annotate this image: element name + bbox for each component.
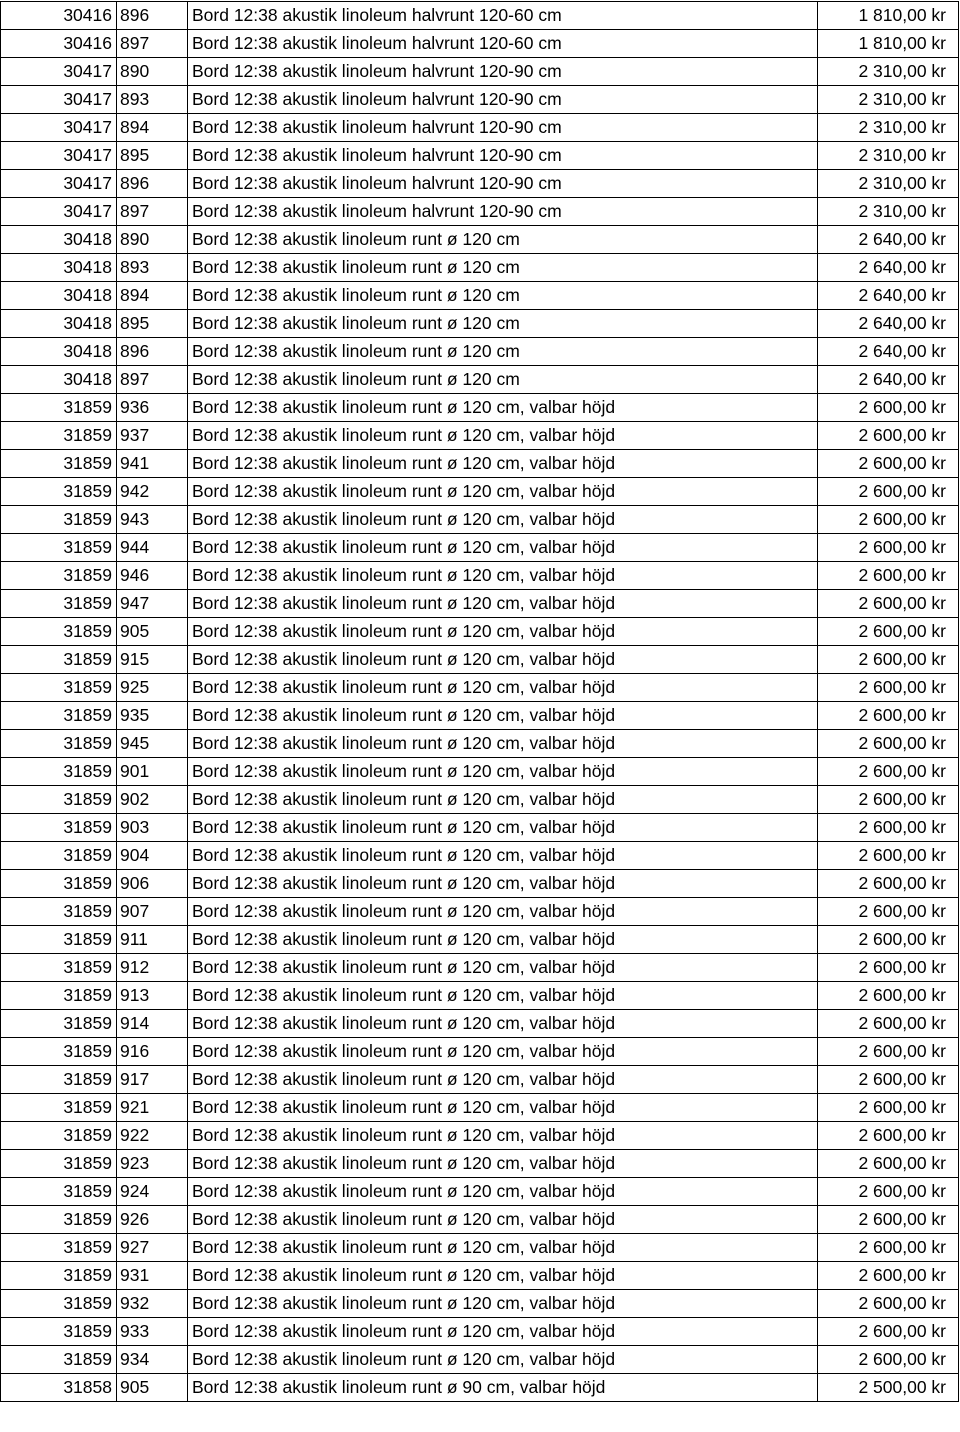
table-row: [1, 450, 959, 478]
table-row: [1, 1066, 959, 1094]
color-code-cell: 912: [117, 954, 188, 982]
color-code-cell: 921: [117, 1094, 188, 1122]
description-cell: Bord 12:38 akustik linoleum halvrunt 120-90 cm: [188, 86, 818, 114]
description-cell: Bord 12:38 akustik linoleum runt ø 120 cm: [188, 366, 818, 394]
price-cell: 2 640,00 kr: [818, 310, 959, 338]
color-code-cell: 890: [117, 226, 188, 254]
article-number-cell: 31859: [1, 926, 117, 954]
article-number-cell: 30417: [1, 198, 117, 226]
table-row: [1, 1178, 959, 1206]
article-number-cell: 31859: [1, 1234, 117, 1262]
color-code-cell: 905: [117, 1374, 188, 1402]
description-cell: Bord 12:38 akustik linoleum runt ø 120 cm, valbar höjd: [188, 478, 818, 506]
table-row: [1, 1290, 959, 1318]
table-row: [1, 114, 959, 142]
color-code-cell: 905: [117, 618, 188, 646]
color-code-cell: 911: [117, 926, 188, 954]
color-code-cell: 946: [117, 562, 188, 590]
color-code-cell: 944: [117, 534, 188, 562]
color-code-cell: 925: [117, 674, 188, 702]
color-code-cell: 942: [117, 478, 188, 506]
price-cell: 2 600,00 kr: [818, 674, 959, 702]
table-row: [1, 646, 959, 674]
article-number-cell: 31859: [1, 954, 117, 982]
price-cell: 2 600,00 kr: [818, 730, 959, 758]
description-cell: Bord 12:38 akustik linoleum runt ø 120 cm, valbar höjd: [188, 618, 818, 646]
description-cell: Bord 12:38 akustik linoleum runt ø 120 cm, valbar höjd: [188, 1122, 818, 1150]
article-number-cell: 30417: [1, 170, 117, 198]
table-row: [1, 1374, 959, 1402]
price-cell: 2 500,00 kr: [818, 1374, 959, 1402]
color-code-cell: 914: [117, 1010, 188, 1038]
article-number-cell: 31859: [1, 702, 117, 730]
article-number-cell: 30416: [1, 2, 117, 30]
table-row: [1, 926, 959, 954]
article-number-cell: 30417: [1, 114, 117, 142]
article-number-cell: 31859: [1, 786, 117, 814]
price-cell: 2 600,00 kr: [818, 702, 959, 730]
price-cell: 2 310,00 kr: [818, 142, 959, 170]
color-code-cell: 906: [117, 870, 188, 898]
article-number-cell: 31859: [1, 534, 117, 562]
price-list-table: [0, 1, 959, 1402]
color-code-cell: 915: [117, 646, 188, 674]
price-cell: 2 600,00 kr: [818, 506, 959, 534]
article-number-cell: 31859: [1, 1178, 117, 1206]
color-code-cell: 923: [117, 1150, 188, 1178]
description-cell: Bord 12:38 akustik linoleum runt ø 120 cm, valbar höjd: [188, 1038, 818, 1066]
color-code-cell: 943: [117, 506, 188, 534]
price-cell: 1 810,00 kr: [818, 30, 959, 58]
price-cell: 2 600,00 kr: [818, 1290, 959, 1318]
article-number-cell: 31859: [1, 1122, 117, 1150]
price-cell: 2 600,00 kr: [818, 982, 959, 1010]
price-cell: 2 600,00 kr: [818, 1038, 959, 1066]
table-row: [1, 86, 959, 114]
description-cell: Bord 12:38 akustik linoleum runt ø 120 cm, valbar höjd: [188, 1150, 818, 1178]
color-code-cell: 894: [117, 282, 188, 310]
description-cell: Bord 12:38 akustik linoleum runt ø 120 cm, valbar höjd: [188, 674, 818, 702]
description-cell: Bord 12:38 akustik linoleum runt ø 120 cm, valbar höjd: [188, 926, 818, 954]
table-row: [1, 422, 959, 450]
price-cell: 2 600,00 kr: [818, 1010, 959, 1038]
color-code-cell: 917: [117, 1066, 188, 1094]
table-row: [1, 534, 959, 562]
table-row: [1, 898, 959, 926]
description-cell: Bord 12:38 akustik linoleum halvrunt 120-90 cm: [188, 58, 818, 86]
description-cell: Bord 12:38 akustik linoleum runt ø 120 cm, valbar höjd: [188, 1094, 818, 1122]
description-cell: Bord 12:38 akustik linoleum runt ø 120 cm, valbar höjd: [188, 506, 818, 534]
description-cell: Bord 12:38 akustik linoleum runt ø 120 cm, valbar höjd: [188, 786, 818, 814]
description-cell: Bord 12:38 akustik linoleum runt ø 120 cm, valbar höjd: [188, 982, 818, 1010]
price-cell: 2 600,00 kr: [818, 898, 959, 926]
color-code-cell: 902: [117, 786, 188, 814]
color-code-cell: 907: [117, 898, 188, 926]
article-number-cell: 31859: [1, 1346, 117, 1374]
price-cell: 2 310,00 kr: [818, 86, 959, 114]
price-cell: 2 600,00 kr: [818, 618, 959, 646]
color-code-cell: 894: [117, 114, 188, 142]
price-cell: 2 600,00 kr: [818, 1122, 959, 1150]
table-row: [1, 1206, 959, 1234]
article-number-cell: 31859: [1, 1290, 117, 1318]
description-cell: Bord 12:38 akustik linoleum runt ø 120 cm, valbar höjd: [188, 450, 818, 478]
description-cell: Bord 12:38 akustik linoleum runt ø 120 cm, valbar höjd: [188, 814, 818, 842]
color-code-cell: 945: [117, 730, 188, 758]
color-code-cell: 935: [117, 702, 188, 730]
description-cell: Bord 12:38 akustik linoleum runt ø 120 cm, valbar höjd: [188, 898, 818, 926]
table-row: [1, 142, 959, 170]
table-row: [1, 254, 959, 282]
article-number-cell: 31859: [1, 506, 117, 534]
table-row: [1, 814, 959, 842]
price-cell: 2 600,00 kr: [818, 870, 959, 898]
table-row: [1, 870, 959, 898]
table-row: [1, 786, 959, 814]
table-row: [1, 1122, 959, 1150]
article-number-cell: 31859: [1, 842, 117, 870]
article-number-cell: 31859: [1, 898, 117, 926]
article-number-cell: 31859: [1, 590, 117, 618]
price-cell: 2 600,00 kr: [818, 814, 959, 842]
color-code-cell: 924: [117, 1178, 188, 1206]
price-cell: 2 600,00 kr: [818, 758, 959, 786]
color-code-cell: 901: [117, 758, 188, 786]
table-row: [1, 506, 959, 534]
article-number-cell: 31859: [1, 1010, 117, 1038]
description-cell: Bord 12:38 akustik linoleum runt ø 120 cm, valbar höjd: [188, 1234, 818, 1262]
color-code-cell: 903: [117, 814, 188, 842]
color-code-cell: 937: [117, 422, 188, 450]
description-cell: Bord 12:38 akustik linoleum halvrunt 120-90 cm: [188, 142, 818, 170]
article-number-cell: 31859: [1, 1262, 117, 1290]
description-cell: Bord 12:38 akustik linoleum runt ø 120 cm, valbar höjd: [188, 842, 818, 870]
table-row: [1, 1038, 959, 1066]
article-number-cell: 31859: [1, 1038, 117, 1066]
article-number-cell: 31859: [1, 814, 117, 842]
color-code-cell: 936: [117, 394, 188, 422]
color-code-cell: 890: [117, 58, 188, 86]
table-row: [1, 170, 959, 198]
table-row: [1, 758, 959, 786]
table-row: [1, 226, 959, 254]
price-cell: 2 600,00 kr: [818, 1318, 959, 1346]
table-row: [1, 2, 959, 30]
description-cell: Bord 12:38 akustik linoleum runt ø 120 cm: [188, 282, 818, 310]
color-code-cell: 932: [117, 1290, 188, 1318]
price-cell: 2 310,00 kr: [818, 58, 959, 86]
article-number-cell: 31859: [1, 646, 117, 674]
article-number-cell: 31859: [1, 1150, 117, 1178]
table-row: [1, 30, 959, 58]
color-code-cell: 896: [117, 2, 188, 30]
article-number-cell: 31859: [1, 562, 117, 590]
price-cell: 2 600,00 kr: [818, 1262, 959, 1290]
table-row: [1, 562, 959, 590]
article-number-cell: 30417: [1, 58, 117, 86]
table-row: [1, 310, 959, 338]
table-row: [1, 198, 959, 226]
table-row: [1, 674, 959, 702]
description-cell: Bord 12:38 akustik linoleum runt ø 120 cm: [188, 254, 818, 282]
price-cell: 2 600,00 kr: [818, 394, 959, 422]
description-cell: Bord 12:38 akustik linoleum runt ø 120 cm, valbar höjd: [188, 590, 818, 618]
article-number-cell: 31859: [1, 478, 117, 506]
price-cell: 2 600,00 kr: [818, 646, 959, 674]
description-cell: Bord 12:38 akustik linoleum runt ø 120 cm, valbar höjd: [188, 1066, 818, 1094]
price-cell: 2 640,00 kr: [818, 338, 959, 366]
description-cell: Bord 12:38 akustik linoleum halvrunt 120-60 cm: [188, 2, 818, 30]
article-number-cell: 31859: [1, 982, 117, 1010]
article-number-cell: 31859: [1, 1318, 117, 1346]
article-number-cell: 31859: [1, 1094, 117, 1122]
color-code-cell: 941: [117, 450, 188, 478]
table-row: [1, 1346, 959, 1374]
article-number-cell: 31859: [1, 394, 117, 422]
description-cell: Bord 12:38 akustik linoleum runt ø 120 cm, valbar höjd: [188, 1290, 818, 1318]
description-cell: Bord 12:38 akustik linoleum runt ø 120 cm, valbar höjd: [188, 702, 818, 730]
color-code-cell: 896: [117, 170, 188, 198]
article-number-cell: 31859: [1, 422, 117, 450]
article-number-cell: 30418: [1, 254, 117, 282]
table-row: [1, 702, 959, 730]
price-cell: 2 600,00 kr: [818, 1234, 959, 1262]
description-cell: Bord 12:38 akustik linoleum runt ø 120 cm, valbar höjd: [188, 1262, 818, 1290]
price-cell: 1 810,00 kr: [818, 2, 959, 30]
description-cell: Bord 12:38 akustik linoleum runt ø 120 cm, valbar höjd: [188, 1318, 818, 1346]
price-cell: 2 600,00 kr: [818, 1178, 959, 1206]
color-code-cell: 897: [117, 198, 188, 226]
table-row: [1, 394, 959, 422]
table-row: [1, 954, 959, 982]
price-cell: 2 600,00 kr: [818, 1206, 959, 1234]
price-cell: 2 310,00 kr: [818, 114, 959, 142]
description-cell: Bord 12:38 akustik linoleum runt ø 90 cm, valbar höjd: [188, 1374, 818, 1402]
price-cell: 2 600,00 kr: [818, 534, 959, 562]
color-code-cell: 897: [117, 30, 188, 58]
description-cell: Bord 12:38 akustik linoleum halvrunt 120-90 cm: [188, 198, 818, 226]
article-number-cell: 30417: [1, 86, 117, 114]
table-row: [1, 366, 959, 394]
article-number-cell: 30418: [1, 226, 117, 254]
table-row: [1, 1150, 959, 1178]
article-number-cell: 31859: [1, 730, 117, 758]
article-number-cell: 31859: [1, 758, 117, 786]
color-code-cell: 934: [117, 1346, 188, 1374]
article-number-cell: 31859: [1, 1206, 117, 1234]
color-code-cell: 931: [117, 1262, 188, 1290]
price-cell: 2 600,00 kr: [818, 1346, 959, 1374]
price-cell: 2 640,00 kr: [818, 282, 959, 310]
article-number-cell: 30418: [1, 310, 117, 338]
color-code-cell: 904: [117, 842, 188, 870]
description-cell: Bord 12:38 akustik linoleum runt ø 120 cm, valbar höjd: [188, 1346, 818, 1374]
color-code-cell: 895: [117, 142, 188, 170]
description-cell: Bord 12:38 akustik linoleum runt ø 120 cm, valbar höjd: [188, 394, 818, 422]
description-cell: Bord 12:38 akustik linoleum runt ø 120 cm, valbar höjd: [188, 1010, 818, 1038]
table-row: [1, 282, 959, 310]
table-row: [1, 730, 959, 758]
article-number-cell: 31859: [1, 1066, 117, 1094]
color-code-cell: 893: [117, 86, 188, 114]
color-code-cell: 896: [117, 338, 188, 366]
price-cell: 2 640,00 kr: [818, 226, 959, 254]
description-cell: Bord 12:38 akustik linoleum runt ø 120 cm: [188, 226, 818, 254]
table-row: [1, 982, 959, 1010]
description-cell: Bord 12:38 akustik linoleum halvrunt 120-60 cm: [188, 30, 818, 58]
table-row: [1, 842, 959, 870]
table-row: [1, 58, 959, 86]
table-row: [1, 1094, 959, 1122]
description-cell: Bord 12:38 akustik linoleum runt ø 120 cm: [188, 338, 818, 366]
article-number-cell: 31859: [1, 618, 117, 646]
description-cell: Bord 12:38 akustik linoleum halvrunt 120-90 cm: [188, 170, 818, 198]
description-cell: Bord 12:38 akustik linoleum runt ø 120 cm, valbar höjd: [188, 730, 818, 758]
description-cell: Bord 12:38 akustik linoleum runt ø 120 cm, valbar höjd: [188, 1206, 818, 1234]
article-number-cell: 30418: [1, 366, 117, 394]
price-cell: 2 600,00 kr: [818, 786, 959, 814]
price-cell: 2 600,00 kr: [818, 1066, 959, 1094]
color-code-cell: 947: [117, 590, 188, 618]
article-number-cell: 31859: [1, 450, 117, 478]
article-number-cell: 31858: [1, 1374, 117, 1402]
color-code-cell: 895: [117, 310, 188, 338]
price-cell: 2 640,00 kr: [818, 366, 959, 394]
color-code-cell: 933: [117, 1318, 188, 1346]
price-cell: 2 640,00 kr: [818, 254, 959, 282]
price-cell: 2 600,00 kr: [818, 590, 959, 618]
description-cell: Bord 12:38 akustik linoleum runt ø 120 cm: [188, 310, 818, 338]
description-cell: Bord 12:38 akustik linoleum runt ø 120 cm, valbar höjd: [188, 870, 818, 898]
price-cell: 2 600,00 kr: [818, 926, 959, 954]
price-cell: 2 600,00 kr: [818, 562, 959, 590]
price-cell: 2 310,00 kr: [818, 198, 959, 226]
color-code-cell: 897: [117, 366, 188, 394]
article-number-cell: 31859: [1, 674, 117, 702]
table-row: [1, 1318, 959, 1346]
description-cell: Bord 12:38 akustik linoleum runt ø 120 cm, valbar höjd: [188, 534, 818, 562]
article-number-cell: 31859: [1, 870, 117, 898]
table-row: [1, 1234, 959, 1262]
table-row: [1, 1262, 959, 1290]
description-cell: Bord 12:38 akustik linoleum runt ø 120 cm, valbar höjd: [188, 758, 818, 786]
description-cell: Bord 12:38 akustik linoleum runt ø 120 cm, valbar höjd: [188, 646, 818, 674]
table-row: [1, 478, 959, 506]
price-cell: 2 600,00 kr: [818, 450, 959, 478]
table-row: [1, 1010, 959, 1038]
price-cell: 2 600,00 kr: [818, 1150, 959, 1178]
description-cell: Bord 12:38 akustik linoleum runt ø 120 cm, valbar höjd: [188, 954, 818, 982]
price-cell: 2 600,00 kr: [818, 422, 959, 450]
article-number-cell: 30416: [1, 30, 117, 58]
price-list-body: [1, 2, 959, 1402]
color-code-cell: 926: [117, 1206, 188, 1234]
price-cell: 2 310,00 kr: [818, 170, 959, 198]
color-code-cell: 913: [117, 982, 188, 1010]
price-cell: 2 600,00 kr: [818, 478, 959, 506]
article-number-cell: 30418: [1, 282, 117, 310]
description-cell: Bord 12:38 akustik linoleum runt ø 120 cm, valbar höjd: [188, 562, 818, 590]
article-number-cell: 30418: [1, 338, 117, 366]
table-row: [1, 338, 959, 366]
description-cell: Bord 12:38 akustik linoleum runt ø 120 cm, valbar höjd: [188, 1178, 818, 1206]
color-code-cell: 922: [117, 1122, 188, 1150]
price-cell: 2 600,00 kr: [818, 1094, 959, 1122]
description-cell: Bord 12:38 akustik linoleum halvrunt 120-90 cm: [188, 114, 818, 142]
table-row: [1, 618, 959, 646]
color-code-cell: 916: [117, 1038, 188, 1066]
description-cell: Bord 12:38 akustik linoleum runt ø 120 cm, valbar höjd: [188, 422, 818, 450]
color-code-cell: 893: [117, 254, 188, 282]
table-row: [1, 590, 959, 618]
price-cell: 2 600,00 kr: [818, 954, 959, 982]
color-code-cell: 927: [117, 1234, 188, 1262]
price-cell: 2 600,00 kr: [818, 842, 959, 870]
article-number-cell: 30417: [1, 142, 117, 170]
